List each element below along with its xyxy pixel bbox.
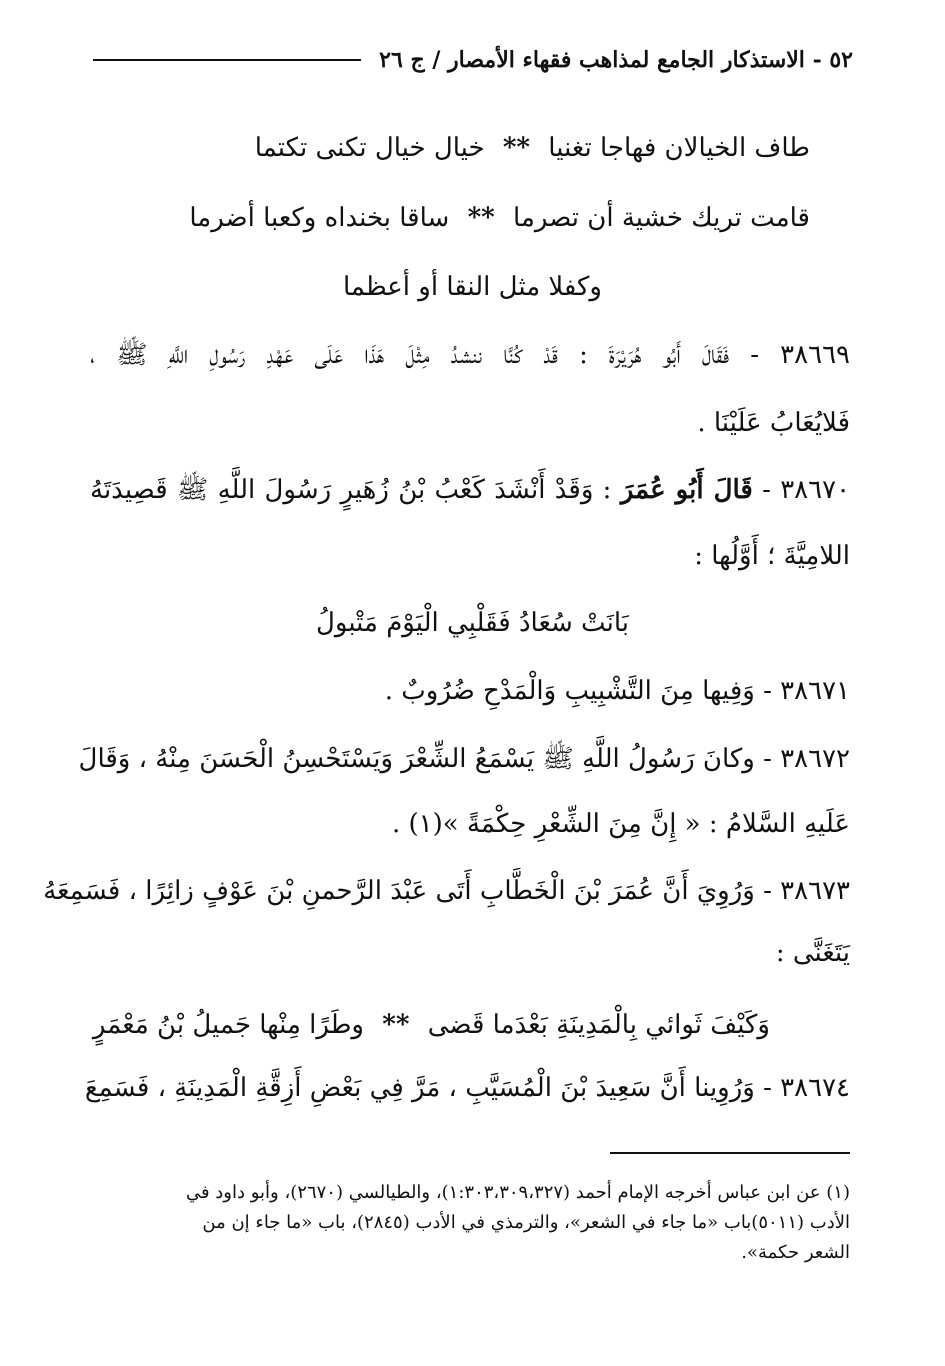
verse-separator: ** [502, 133, 531, 163]
page-title: ٥٢ - الاستذكار الجامع لمذاهب فقهاء الأمصار / ج ٢٦ [379, 47, 853, 73]
paragraph-38672-line-2: عَلَيهِ السَّلامُ : « إِنَّ مِنَ الشِّعْرِ حِكْمَةً »(١) . [391, 809, 850, 839]
paragraph-38674: ٣٨٦٧٤ - وَرُوِينا أَنَّ سَعِيدَ بْنَ الْمُسَيَّبِ ، مَرَّ فِي بَعْضِ أَزِقَّةِ الْمَدِينَةِ ، فَسَمِعَ [84, 1073, 850, 1103]
header-rule [93, 59, 361, 61]
running-header [93, 40, 853, 80]
speaker-name: قَالَ أَبُو عُمَرَ [620, 475, 753, 505]
footnote-line-2: الأدب (٥٠١١)باب «ما جاء في الشعر»، والترمذي في الأدب (٢٨٤٥)، باب «ما جاء إن من [202, 1212, 850, 1233]
footnote-line-1: (١) عن ابن عباس أخرجه الإمام أحمد (١:٣٠٣،٣٠٩،٣٢٧)، والطيالسي (٢٦٧٠)، وأبو داود في [185, 1182, 850, 1203]
verse-line-1 [255, 135, 810, 161]
footnote-separator [610, 1152, 850, 1154]
footnote [90, 1178, 850, 1268]
verse-hemistich: وَكَيْفَ ثَوائي بِالْمَدِينَةِ بَعْدَما قَضى [427, 1010, 770, 1040]
verse-separator: ** [382, 1010, 410, 1040]
paragraph-38672-line-1: ٣٨٦٧٢ - وكانَ رَسُولُ اللَّهِ ﷺ يَسْمَعُ الشِّعْرَ وَيَسْتَحْسِنُ الْحَسَنَ مِنْهُ ، وَقَالَ [78, 744, 850, 774]
verse-hemistich: قامت تريك خشية أن تصرما [513, 203, 810, 233]
paragraph-38671: ٣٨٦٧١ - وَفِيها مِنَ التَّشْبِيبِ وَالْمَدْحِ ضُرُوبٌ . [384, 676, 850, 706]
paragraph-38669-line-2: فَلايُعَابُ عَلَيْنَا . [697, 408, 850, 438]
paragraph-text: : وَقَدْ أَنْشَدَ كَعْبُ بْنُ زُهَيرٍ رَسُولَ اللَّهِ ﷺ قَصِيدَتَهُ [90, 475, 612, 505]
paragraph-number: ٣٨٦٧٠ - [762, 475, 851, 505]
verse-hemistich: طاف الخيالان فهاجا تغنيا [548, 133, 810, 163]
paragraph-38669-line-1: ٣٨٦٦٩ - فَقَالَ أَبُو هُرَيْرَةَ : قَدْ كُنَّا ننشدُ مِثْلَ هَذَا عَلَى عَهْدِ رَسُولِ اللَّهِ ﷺ ، [90, 340, 850, 370]
paragraph-38673-line-1: ٣٨٦٧٣ - وَرُوِيَ أَنَّ عُمَرَ بْنَ الْخَطَّابِ أَتَى عَبْدَ الرَّحمنِ بْنَ عَوْفٍ زائِرًا ، فَسَمِعَهُ [43, 876, 850, 906]
verse-line-2 [189, 205, 810, 231]
verse-line-3: وكفلا مثل النقا أو أعظما [343, 272, 602, 302]
verse-hemistich: وطَرًا مِنْها جَميلُ بْنُ مَعْمَرٍ [92, 1010, 364, 1040]
verse-hemistich: خيال خيال تكنى تكتما [254, 133, 485, 163]
verse-separator: ** [467, 203, 495, 233]
paragraph-38670-line-2: اللامِيَّةَ ؛ أَوَّلُها : [694, 541, 850, 571]
verse-hemistich: ساقا بخنداه وكعبا أضرما [189, 203, 450, 233]
footnote-line-3: الشعر حكمة». [741, 1242, 850, 1263]
verse-line-5 [93, 1012, 770, 1038]
paragraph-38670-line-1 [90, 477, 850, 503]
paragraph-38673-line-2: يَتَغَنَّى : [775, 938, 850, 968]
verse-line-4: بَانَتْ سُعَادُ فَقَلْبِي الْيَوْمَ مَتْبولُ [316, 608, 629, 638]
